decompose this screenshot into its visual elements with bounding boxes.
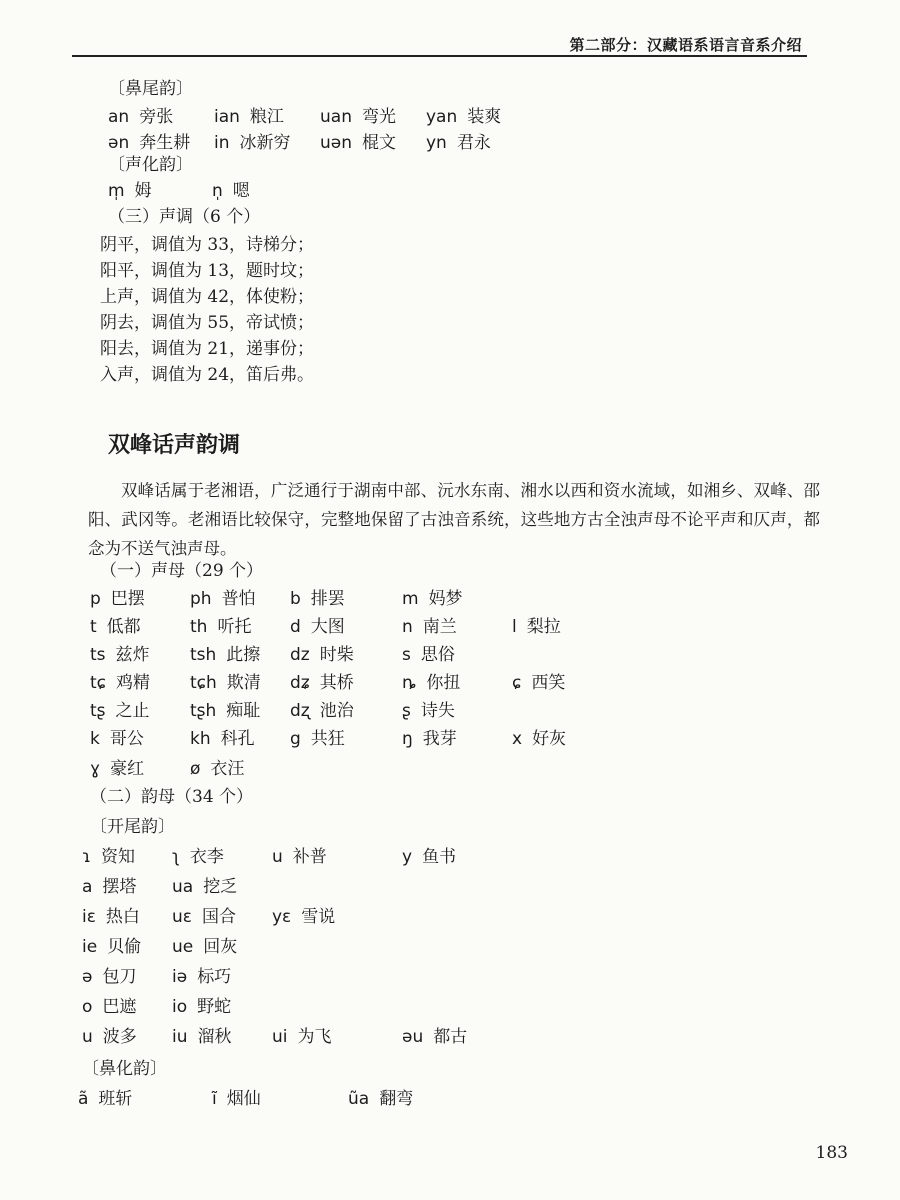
example-chars: 资知 xyxy=(101,847,136,867)
example-chars: 巴摆 xyxy=(110,589,145,609)
example-chars: 科孔 xyxy=(220,729,255,749)
final-entry xyxy=(82,1026,137,1048)
initial-entry xyxy=(90,616,141,638)
final-entry xyxy=(214,132,291,154)
initial-entry xyxy=(190,758,244,780)
initial-entry xyxy=(512,728,566,750)
final-entry xyxy=(82,996,136,1018)
ipa-symbol: m̩ xyxy=(108,181,125,201)
final-entry xyxy=(82,906,140,928)
initial-entry xyxy=(90,758,144,780)
ipa-symbol: n̩ xyxy=(212,181,223,201)
example-chars: 君永 xyxy=(456,133,491,153)
tone-line: 阳去，调值为 21，递事份； xyxy=(100,339,315,359)
example-chars: 好灰 xyxy=(532,729,567,749)
example-chars: 排罢 xyxy=(310,589,345,609)
final-entry xyxy=(78,1088,132,1110)
final-entry xyxy=(320,106,396,128)
example-chars: 挖乏 xyxy=(203,877,238,897)
initial-entry xyxy=(190,588,256,610)
running-header xyxy=(0,0,900,60)
example-chars: 痴耻 xyxy=(226,701,261,721)
final-entry xyxy=(172,1026,232,1048)
example-chars: 贝偷 xyxy=(107,937,142,957)
ipa-symbol: k xyxy=(90,729,100,749)
ipa-symbol: io xyxy=(172,997,188,1017)
ipa-symbol: m xyxy=(402,589,419,609)
initial-entry xyxy=(290,700,354,722)
header-rule xyxy=(72,55,807,57)
example-chars: 共狂 xyxy=(310,729,345,749)
syllabic-label: 〔声化韵〕 xyxy=(108,155,193,175)
ipa-symbol: p xyxy=(90,589,101,609)
example-chars: 奔生耕 xyxy=(139,133,191,153)
ipa-symbol: x xyxy=(512,729,523,749)
example-chars: 低都 xyxy=(106,617,141,637)
ipa-symbol: dz xyxy=(290,645,310,665)
ipa-symbol: ian xyxy=(214,107,240,127)
example-chars: 梨拉 xyxy=(526,617,561,637)
final-entry xyxy=(82,936,141,958)
tone-line: 阳平，调值为 13，题时坟； xyxy=(100,261,315,281)
initial-entry xyxy=(90,672,150,694)
example-chars: 国合 xyxy=(201,907,236,927)
example-chars: 妈梦 xyxy=(428,589,463,609)
example-chars: 都古 xyxy=(433,1027,468,1047)
ipa-symbol: s xyxy=(402,645,411,665)
example-chars: 回灰 xyxy=(203,937,238,957)
ipa-symbol: yɛ xyxy=(272,907,292,927)
final-entry xyxy=(82,846,135,868)
example-chars: 弯光 xyxy=(361,107,396,127)
initial-entry xyxy=(290,616,345,638)
ipa-symbol: ɕ xyxy=(512,673,522,693)
final-entry xyxy=(402,1026,467,1048)
example-chars: 听托 xyxy=(217,617,252,637)
example-chars: 之止 xyxy=(115,701,150,721)
ipa-symbol: in xyxy=(214,133,230,153)
final-entry xyxy=(172,996,231,1018)
ipa-symbol: yan xyxy=(426,107,458,127)
ipa-symbol: ŋ xyxy=(402,729,413,749)
example-chars: 衣汪 xyxy=(210,759,245,779)
final-entry xyxy=(402,846,456,868)
running-header-title: 第二部分：汉藏语系语言音系介绍 xyxy=(569,36,802,54)
final-entry xyxy=(272,846,327,868)
final-entry xyxy=(426,106,501,128)
ipa-symbol: g xyxy=(290,729,301,749)
example-chars: 雪说 xyxy=(301,907,336,927)
example-chars: 翻弯 xyxy=(379,1089,414,1109)
ipa-symbol: ȵ xyxy=(402,673,417,693)
example-chars: 你扭 xyxy=(426,673,461,693)
example-chars: 欺清 xyxy=(226,673,261,693)
example-chars: 补普 xyxy=(292,847,327,867)
ipa-symbol: y xyxy=(402,847,413,867)
initial-entry xyxy=(402,672,460,694)
example-chars: 装爽 xyxy=(467,107,502,127)
ipa-symbol: ɿ xyxy=(82,847,92,867)
example-chars: 巴遮 xyxy=(102,997,137,1017)
example-chars: 诗失 xyxy=(420,701,455,721)
tone-line: 入声，调值为 24，笛后弗。 xyxy=(100,365,315,385)
ipa-symbol: ue xyxy=(172,937,194,957)
final-entry xyxy=(108,132,190,154)
ipa-symbol: tsh xyxy=(190,645,217,665)
tone-line: 上声，调值为 42，体使粉； xyxy=(100,287,315,307)
example-chars: 池治 xyxy=(319,701,354,721)
example-chars: 鱼书 xyxy=(422,847,457,867)
ipa-symbol: uən xyxy=(320,133,353,153)
example-chars: 嗯 xyxy=(232,181,250,201)
tones-label: （三）声调（6 个） xyxy=(108,207,261,227)
example-chars: 热白 xyxy=(105,907,140,927)
example-chars: 棍文 xyxy=(362,133,397,153)
ipa-symbol: a xyxy=(82,877,93,897)
example-chars: 波多 xyxy=(102,1027,137,1047)
example-chars: 冰新穷 xyxy=(239,133,291,153)
initial-entry xyxy=(402,644,455,666)
ipa-symbol: u xyxy=(82,1027,93,1047)
example-chars: 南兰 xyxy=(422,617,457,637)
section-paragraph: 双峰话属于老湘语，广泛通行于湖南中部、沅水东南、湘水以西和资水流域，如湘乡、双峰、邵阳、武冈等。老湘语比较保守，完整地保留了古浊音系统，这些地方古全浊声母不论平声和仄声，都念为不送气浊声母。 xyxy=(88,481,820,558)
example-chars: 标巧 xyxy=(197,967,232,987)
example-chars: 西笑 xyxy=(531,673,566,693)
final-entry xyxy=(172,876,237,898)
ipa-symbol: tɕh xyxy=(190,673,217,693)
ipa-symbol: tɕ xyxy=(90,673,107,693)
final-entry xyxy=(348,1088,413,1110)
ipa-symbol: tʂh xyxy=(190,701,217,721)
example-chars: 普怕 xyxy=(221,589,256,609)
initial-entry xyxy=(290,644,354,666)
example-chars: 兹炸 xyxy=(115,645,150,665)
ipa-symbol: th xyxy=(190,617,208,637)
example-chars: 时柴 xyxy=(319,645,354,665)
final-entry xyxy=(82,876,136,898)
ipa-symbol: uɛ xyxy=(172,907,192,927)
initial-entry xyxy=(512,672,565,694)
ipa-symbol: ũa xyxy=(348,1089,370,1109)
initial-entry xyxy=(290,728,345,750)
example-chars: 我芽 xyxy=(422,729,457,749)
final-entry xyxy=(82,966,136,988)
initial-entry xyxy=(190,644,260,666)
ipa-symbol: n xyxy=(402,617,413,637)
ipa-symbol: o xyxy=(82,997,93,1017)
initial-entry xyxy=(190,616,251,638)
ipa-symbol: ʅ xyxy=(172,847,180,867)
ipa-symbol: dʑ xyxy=(290,673,310,693)
example-chars: 溜秋 xyxy=(197,1027,232,1047)
example-chars: 烟仙 xyxy=(226,1089,261,1109)
initial-entry xyxy=(402,700,455,722)
ipa-symbol: t xyxy=(90,617,97,637)
initial-entry xyxy=(402,588,463,610)
initial-entry xyxy=(290,672,354,694)
final-entry xyxy=(212,180,250,202)
initial-entry xyxy=(90,644,150,666)
section-heading: 双峰话声韵调 xyxy=(108,433,241,458)
open-finals-label: 〔开尾韵〕 xyxy=(90,817,175,837)
ipa-symbol: ĩ xyxy=(212,1089,217,1109)
final-entry xyxy=(172,846,224,868)
example-chars: 包刀 xyxy=(102,967,137,987)
ipa-symbol: an xyxy=(108,107,130,127)
ipa-symbol: u xyxy=(272,847,283,867)
nasal-coda-label: 〔鼻尾韵〕 xyxy=(108,79,193,99)
initial-entry xyxy=(402,616,457,638)
final-entry xyxy=(172,966,231,988)
initial-entry xyxy=(190,700,260,722)
example-chars: 豪红 xyxy=(110,759,145,779)
ipa-symbol: iə xyxy=(172,967,188,987)
example-chars: 旁张 xyxy=(139,107,174,127)
ipa-symbol: uan xyxy=(320,107,352,127)
final-entry xyxy=(212,1088,261,1110)
initials-label: （一）声母（29 个） xyxy=(100,561,264,581)
initial-entry xyxy=(402,728,457,750)
example-chars: 大图 xyxy=(310,617,345,637)
example-chars: 哥公 xyxy=(109,729,144,749)
final-entry xyxy=(172,906,236,928)
example-chars: 衣李 xyxy=(189,847,224,867)
example-chars: 其桥 xyxy=(319,673,354,693)
example-chars: 班斩 xyxy=(98,1089,133,1109)
finals-label: （二）韵母（34 个） xyxy=(90,787,254,807)
ipa-symbol: əu xyxy=(402,1027,424,1047)
ipa-symbol: iɛ xyxy=(82,907,96,927)
ipa-symbol: ʂ xyxy=(402,701,411,721)
tone-line: 阴平，调值为 33，诗梯分； xyxy=(100,235,315,255)
example-chars: 鸡精 xyxy=(116,673,151,693)
example-chars: 思俗 xyxy=(420,645,455,665)
initial-entry xyxy=(512,616,561,638)
ipa-symbol: ua xyxy=(172,877,194,897)
ipa-symbol: d xyxy=(290,617,301,637)
ipa-symbol: b xyxy=(290,589,301,609)
example-chars: 野蛇 xyxy=(197,997,232,1017)
tone-line: 阴去，调值为 55，帝试愤； xyxy=(100,313,315,333)
example-chars: 摆塔 xyxy=(102,877,137,897)
ipa-symbol: kh xyxy=(190,729,211,749)
final-entry xyxy=(214,106,284,128)
final-entry xyxy=(108,106,173,128)
initial-entry xyxy=(90,728,144,750)
initial-entry xyxy=(190,728,255,750)
ipa-symbol: ø xyxy=(190,759,201,779)
ipa-symbol: tʂ xyxy=(90,701,106,721)
initial-entry xyxy=(290,588,345,610)
example-chars: 此擦 xyxy=(226,645,261,665)
ipa-symbol: iu xyxy=(172,1027,188,1047)
ipa-symbol: ui xyxy=(272,1027,288,1047)
ipa-symbol: ph xyxy=(190,589,212,609)
ipa-symbol: l xyxy=(512,617,517,637)
final-entry xyxy=(426,132,491,154)
nasalized-label: 〔鼻化韵〕 xyxy=(82,1059,167,1079)
example-chars: 粮江 xyxy=(249,107,284,127)
ipa-symbol: ə xyxy=(82,967,93,987)
ipa-symbol: ən xyxy=(108,133,130,153)
final-entry xyxy=(272,906,335,928)
page-number: 183 xyxy=(815,1143,848,1163)
final-entry xyxy=(272,1026,332,1048)
initial-entry xyxy=(90,700,150,722)
ipa-symbol: ɣ xyxy=(90,759,101,779)
ipa-symbol: yn xyxy=(426,133,447,153)
final-entry xyxy=(320,132,396,154)
ipa-symbol: ts xyxy=(90,645,106,665)
initial-entry xyxy=(90,588,145,610)
initial-entry xyxy=(190,672,261,694)
example-chars: 为飞 xyxy=(297,1027,332,1047)
final-entry xyxy=(108,180,152,202)
ipa-symbol: dʐ xyxy=(290,701,310,721)
example-chars: 姆 xyxy=(134,181,152,201)
final-entry xyxy=(172,936,237,958)
ipa-symbol: ie xyxy=(82,937,98,957)
ipa-symbol: ã xyxy=(78,1089,89,1109)
